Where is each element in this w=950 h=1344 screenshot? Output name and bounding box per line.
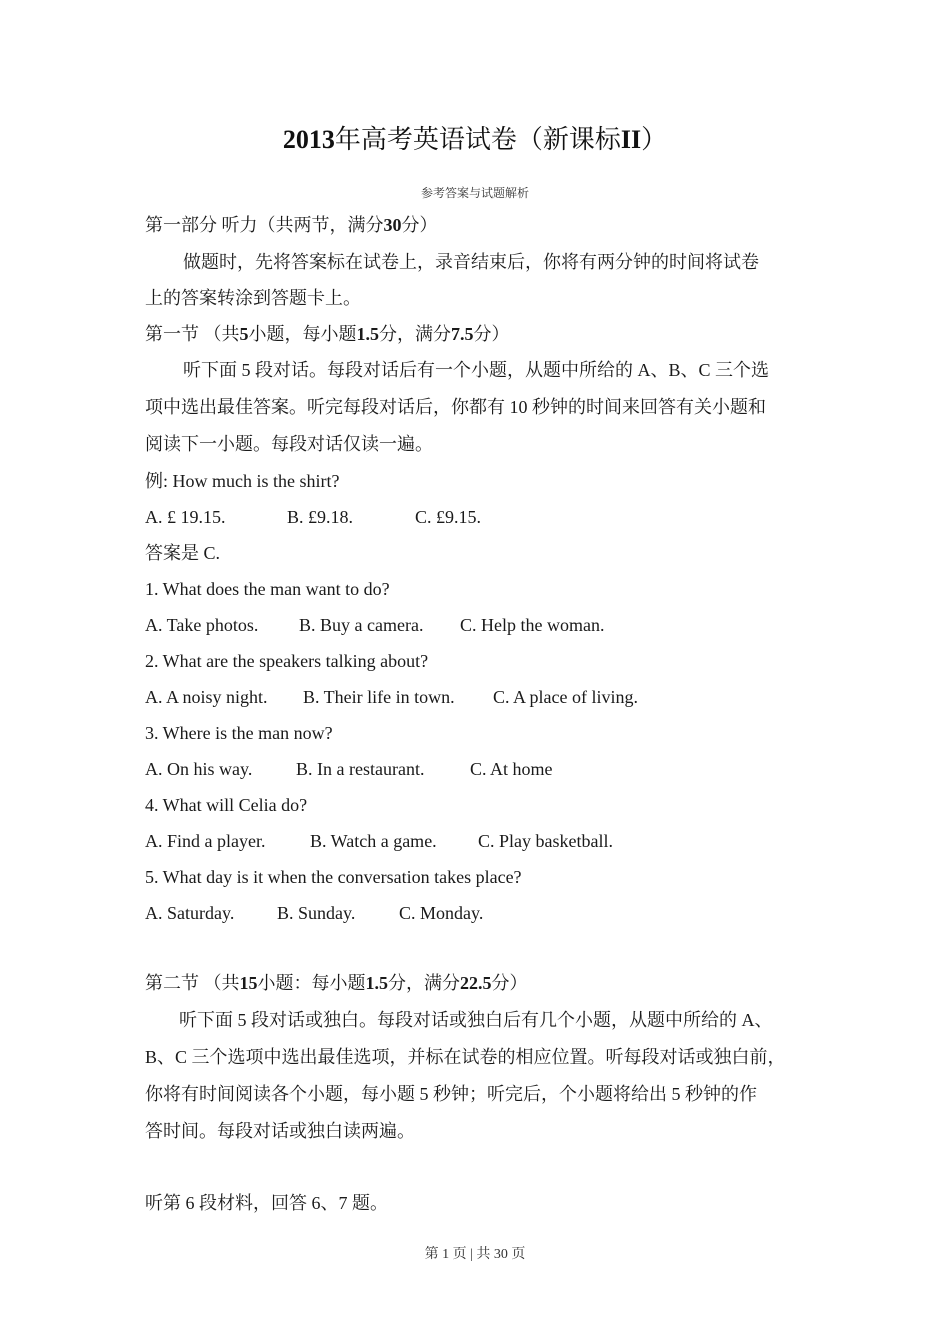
title-suffix: II	[620, 125, 642, 154]
section1-heading-p1: 第一节 （共	[145, 324, 240, 344]
page-footer: 第 1 页 | 共 30 页	[424, 1247, 526, 1262]
material-prompt: 听第 6 段材料，回答 6、7 题。	[145, 1193, 388, 1213]
section1-instructions-line2: 项中选出最佳答案。听完每段对话后，你都有 10 秒钟的时间来回答有关小题和	[145, 397, 766, 417]
question-3: 3. Where is the man now?	[145, 723, 333, 743]
section2-instructions-line4: 答时间。每段对话或独白读两遍。	[145, 1121, 415, 1141]
part1-score: 30	[383, 215, 402, 235]
section1-heading-p3: 分，满分	[379, 324, 451, 344]
example-options	[145, 504, 481, 530]
q2-option-b: B. Their life in town.	[303, 687, 455, 707]
q3-option-b: B. In a restaurant.	[296, 759, 425, 779]
q2-option-a: A. A noisy night.	[145, 687, 268, 707]
section1-each: 1.5	[356, 324, 379, 344]
section1-total: 7.5	[451, 324, 474, 344]
question-2-options	[145, 684, 638, 710]
q4-option-a: A. Find a player.	[145, 831, 266, 851]
question-1-options	[145, 612, 604, 638]
q1-option-c: C. Help the woman.	[460, 615, 605, 635]
question-2: 2. What are the speakers talking about?	[145, 651, 429, 671]
title-close: ）	[641, 125, 668, 154]
question-3-options	[145, 756, 553, 782]
example-option-c: C. £9.15.	[415, 507, 482, 527]
section1-heading-p2: 小题，每小题	[248, 324, 357, 344]
example-answer: 答案是 C.	[145, 543, 221, 563]
question-4: 4. What will Celia do?	[145, 795, 308, 815]
section1-count: 5	[239, 324, 249, 344]
section2-instructions-line3: 你将有时间阅读各个小题，每小题 5 秒钟；听完后，个小题将给出 5 秒钟的作	[145, 1084, 757, 1104]
part1-heading	[145, 212, 438, 238]
page-subtitle: 参考答案与试题解析	[420, 186, 529, 200]
q3-option-a: A. On his way.	[145, 759, 253, 779]
section1-heading	[145, 321, 510, 347]
q2-option-c: C. A place of living.	[493, 687, 638, 707]
section2-heading	[145, 970, 528, 996]
section2-total: 22.5	[460, 973, 492, 993]
section1-instructions-line3: 阅读下一小题。每段对话仅读一遍。	[145, 434, 433, 454]
q4-option-b: B. Watch a game.	[310, 831, 437, 851]
question-5: 5. What day is it when the conversation takes place?	[145, 867, 522, 887]
section1-heading-p4: 分）	[473, 324, 510, 344]
q3-option-c: C. At home	[470, 759, 553, 779]
part1-instructions-line2: 上的答案转涂到答题卡上。	[145, 288, 361, 308]
part1-heading-suffix: 分）	[401, 215, 438, 235]
title-year: 2013	[282, 125, 335, 154]
section2-heading-p1: 第二节 （共	[145, 973, 240, 993]
q5-option-c: C. Monday.	[399, 903, 484, 923]
section2-each: 1.5	[365, 973, 388, 993]
question-1: 1. What does the man want to do?	[145, 579, 390, 599]
example-option-b: B. £9.18.	[287, 507, 354, 527]
section2-heading-p2: 小题：每小题	[257, 973, 366, 993]
example-option-a: A. £ 19.15.	[145, 507, 226, 527]
section2-heading-p4: 分）	[491, 973, 528, 993]
section2-heading-p3: 分，满分	[388, 973, 460, 993]
q5-option-b: B. Sunday.	[277, 903, 356, 923]
example-question: 例: How much is the shirt?	[145, 471, 340, 491]
question-5-options	[145, 900, 483, 926]
q1-option-b: B. Buy a camera.	[299, 615, 424, 635]
section2-count: 15	[239, 973, 258, 993]
section2-instructions-line2: B、C 三个选项中选出最佳选项，并标在试卷的相应位置。听每段对话或独白前，	[145, 1047, 786, 1067]
part1-heading-text: 第一部分 听力（共两节，满分	[145, 215, 384, 235]
q4-option-c: C. Play basketball.	[478, 831, 613, 851]
title-text: 年高考英语试卷（新课标	[334, 125, 621, 154]
q5-option-a: A. Saturday.	[145, 903, 235, 923]
section2-instructions-line1: 听下面 5 段对话或独白。每段对话或独白后有几个小题，从题中所给的 A、	[179, 1010, 773, 1030]
page-title	[0, 122, 950, 158]
section1-instructions-line1: 听下面 5 段对话。每段对话后有一个小题，从题中所给的 A、B、C 三个选	[183, 360, 770, 380]
part1-instructions-line1: 做题时，先将答案标在试卷上，录音结束后，你将有两分钟的时间将试卷	[183, 252, 759, 272]
q1-option-a: A. Take photos.	[145, 615, 259, 635]
question-4-options	[145, 828, 613, 854]
